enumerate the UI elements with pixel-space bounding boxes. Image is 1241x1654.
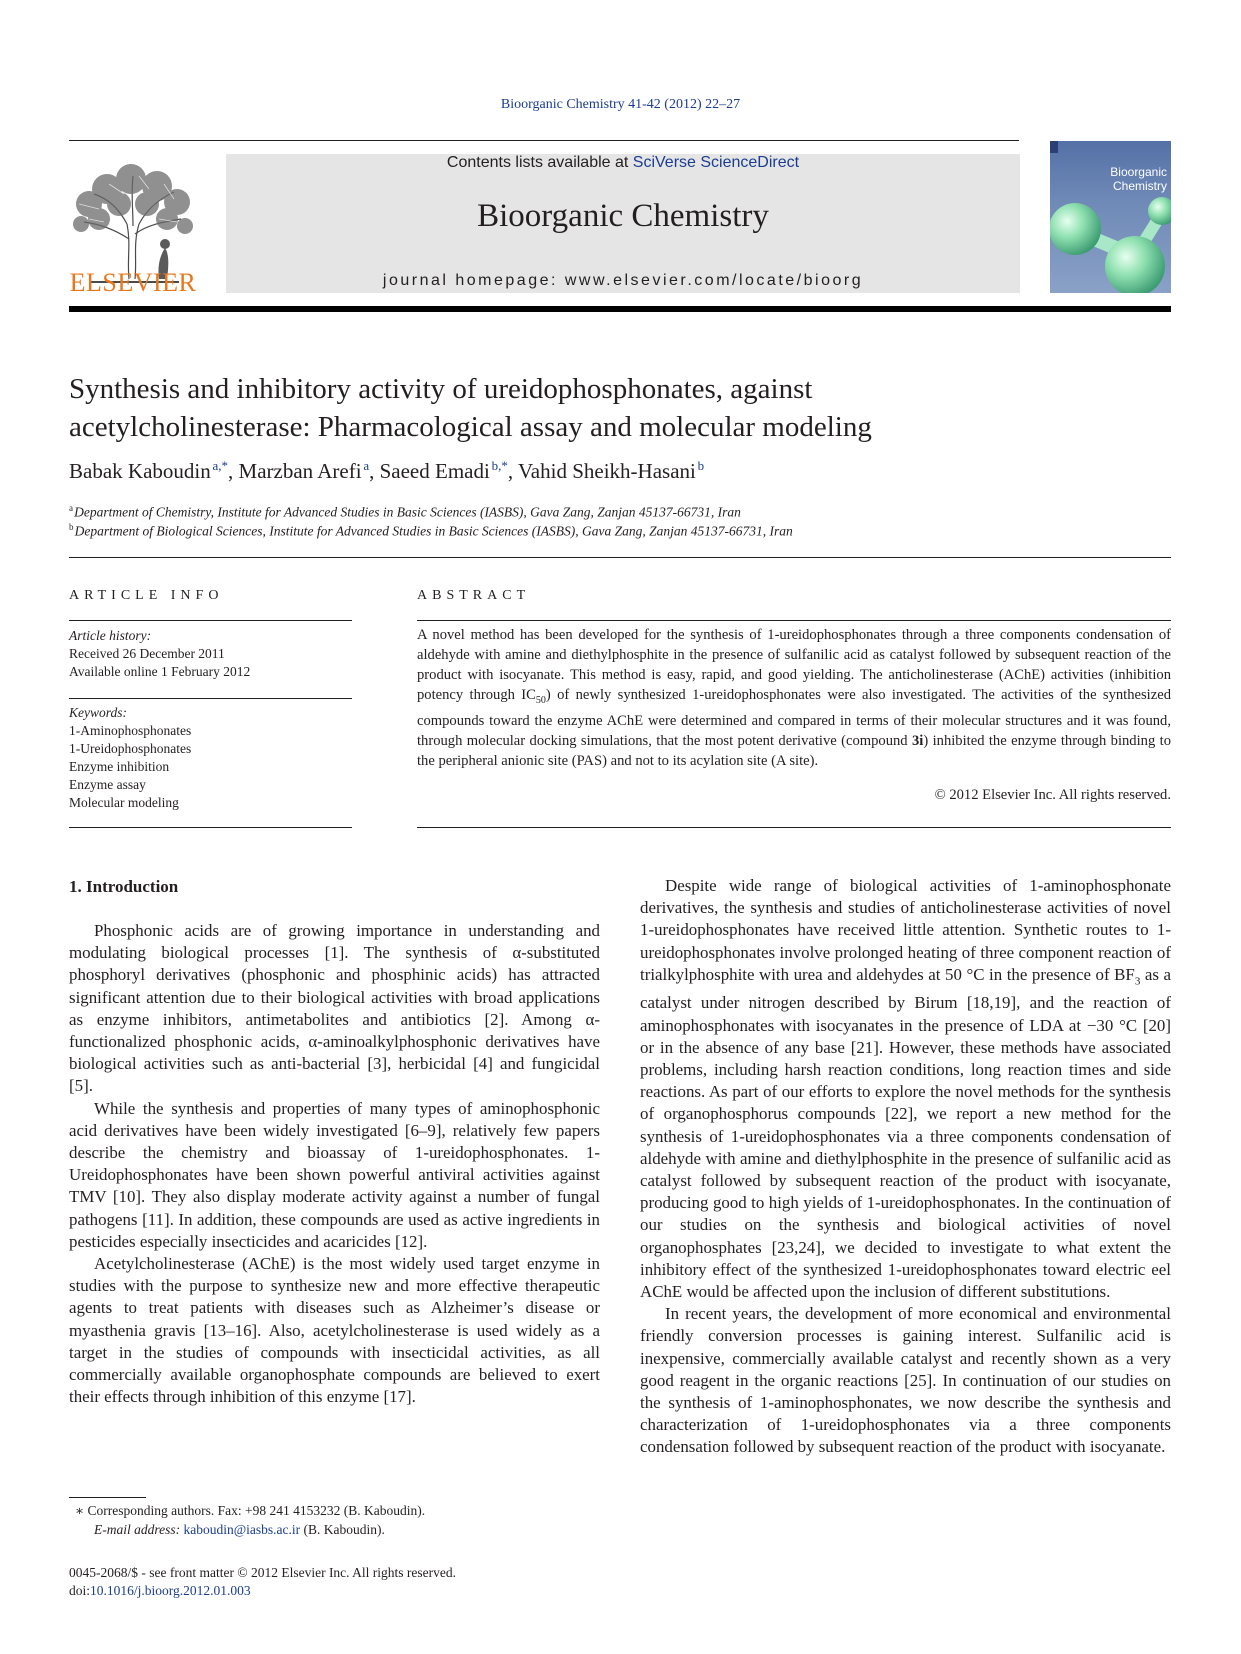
email-note bbox=[94, 1522, 634, 1538]
author-mark[interactable]: b,* bbox=[491, 458, 508, 473]
doi-link[interactable]: 10.1016/j.bioorg.2012.01.003 bbox=[90, 1583, 251, 1598]
keyword: Molecular modeling bbox=[69, 795, 179, 810]
header-thick-rule bbox=[69, 306, 1171, 312]
paragraph: Phosphonic acids are of growing importance in understanding and modulating biological processes [1]. The synthesis of α-substituted phosphoryl derivatives (phosphonic and phosphinic acids) has attracted significant attention due to their biological activities with broad applications as enzyme inhibitors, antimetabolites and antibiotics [2]. Among α-functionalized phosphonic acids, α-aminoalkylphosphonic derivatives have biological activities such as anti-bacterial [3], herbicidal [4] and fungicidal [5]. bbox=[69, 921, 600, 1096]
paragraph: While the synthesis and properties of many types of aminophosphonic acid derivatives have been widely investigated [6–9], relatively few papers describe the chemistry and bioassay of 1-ureidophosphonates. 1-Ureidophosphonates have been shown powerful antiviral activities against TMV [10]. They also display moderate activity against a number of fungal pathogens [11]. In addition, these compounds are used as active ingredients in pesticides especially insecticides and acaricides [12]. bbox=[69, 1098, 600, 1251]
doi-line bbox=[69, 1583, 609, 1599]
affiliation-mark: b bbox=[69, 522, 74, 532]
cover-title bbox=[1055, 165, 1167, 193]
author-mark[interactable]: b bbox=[697, 458, 705, 473]
author-mark[interactable]: a bbox=[363, 458, 370, 473]
subscript: 3 bbox=[1134, 975, 1141, 988]
affiliation-b bbox=[69, 522, 1171, 540]
author bbox=[518, 459, 704, 483]
author-name: Babak Kaboudin bbox=[69, 459, 211, 483]
cover-title-line2: Chemistry bbox=[1112, 179, 1167, 193]
author bbox=[69, 459, 239, 483]
abstract-copyright: © 2012 Elsevier Inc. All rights reserved. bbox=[934, 787, 1171, 803]
paragraph-part: Despite wide range of biological activities of 1-aminophosphonate derivatives, the synthesis and studies of anticholinesterase activities of novel 1-ureidophosphonates have received little attention. Synthetic routes to 1-ureidophosphonates involve prolonged heating of three component reaction of trialkylphosphite with urea and aldehydes at 50 °C in the presence of BF bbox=[640, 876, 1171, 984]
paragraph-part: as a catalyst under nitrogen described by Birum [18,19], and the reaction of aminophosphonates with isocyanates in the presence of LDA at −30 °C [20] or in the absence of any base [21]. However, these methods have associated problems, including harsh reaction conditions, long reaction times and side reactions. As part of our efforts to explore the novel methods for the synthesis of organophosphorus compounds [22], we report a new method for the synthesis of 1-ureidophosphonates via a three components condensation of aldehyde with amine and diethylphosphite in the presence of sulfanilic acid as catalyst followed by subsequent reaction of the product with isocyanate, producing good to high yields of 1-ureidophosphonates. In the continuation of our studies on the synthesis and biological activities of novel organophosphates [23,24], we decided to investigate to what extent the inhibitory effect of the synthesized 1-ureidophosphonates toward electric eel AChE would be affected upon the inclusion of different substitutions. bbox=[640, 964, 1171, 1302]
paragraph: Acetylcholinesterase (AChE) is the most widely used target enzyme in studies with the purpose to synthesize new and more effective therapeutic agents to treat patients with diseases such as Alzheimer’s disease or myasthenia gravis [13–16]. Also, acetylcholinesterase is used widely as a target in the studies of compounds with insecticidal activities, as all commercially available organophosphate compounds are believed to exert their effects through inhibition of this enzyme [17]. bbox=[69, 1254, 600, 1407]
article-info-rule bbox=[69, 620, 352, 621]
abstract-part: ) of newly synthesized 1-ureidophosphonates were also investigated. The activities of the synthesized compounds toward the enzyme AChE were determined and compared in terms of their molecular structures and it was found, through molecular docking simulations, that the most potent derivative (compound bbox=[417, 687, 1171, 749]
footnote-rule bbox=[69, 1497, 146, 1498]
keyword: Enzyme inhibition bbox=[69, 759, 170, 774]
author-sep: , bbox=[228, 459, 239, 483]
journal-cover bbox=[1050, 141, 1171, 293]
keywords-rule bbox=[69, 698, 352, 699]
article-info-bottom-rule bbox=[69, 827, 352, 828]
online-date: Available online 1 February 2012 bbox=[69, 664, 251, 679]
elsevier-wordmark: ELSEVIER bbox=[69, 268, 197, 297]
keywords-block bbox=[69, 704, 352, 812]
affiliation-mark: a bbox=[69, 503, 73, 513]
history-label: Article history: bbox=[69, 628, 152, 643]
issn-line: 0045-2068/$ - see front matter © 2012 Elsevier Inc. All rights reserved. bbox=[69, 1565, 457, 1580]
article-history bbox=[69, 627, 352, 681]
contents-line bbox=[226, 154, 1020, 172]
title-line-1: Synthesis and inhibitory activity of ureidophosphonates, against bbox=[69, 373, 813, 405]
keyword: Enzyme assay bbox=[69, 777, 146, 792]
abstract-part: A novel method has been developed for the synthesis of 1-ureidophosphonates through a three components condensation of aldehyde with amine and diethylphosphite in the presence of sulfanilic acid as catalyst followed by subsequent reaction of the product with isocyanate. This method is easy, rapid, and good yielding. The anticholinesterase (AChE) activities (inhibition potency through IC bbox=[417, 627, 1171, 703]
email-suffix: (B. Kaboudin). bbox=[300, 1522, 385, 1537]
article-title bbox=[69, 370, 1171, 446]
keyword: 1-Ureidophosphonates bbox=[69, 741, 192, 756]
author-sep: , bbox=[369, 459, 380, 483]
author-sep: , bbox=[507, 459, 518, 483]
keywords-label: Keywords: bbox=[69, 705, 127, 720]
contents-prefix: Contents lists available at bbox=[446, 154, 633, 171]
abstract-bottom-rule bbox=[417, 827, 1171, 828]
sciencedirect-link[interactable]: SciVerse ScienceDirect bbox=[632, 154, 800, 171]
author-mark[interactable]: a,* bbox=[212, 458, 229, 473]
molecule-graphic bbox=[1050, 141, 1171, 293]
cover-title-line1: Bioorganic bbox=[1110, 165, 1167, 179]
affiliation-text: Department of Biological Sciences, Institute for Advanced Studies in Basic Sciences (IASBS), Gava Zang, Zanjan 45137-66731, Iran bbox=[74, 523, 793, 539]
title-line-2: acetylcholinesterase: Pharmacological assay and molecular modeling bbox=[69, 411, 872, 443]
author-name: Saeed Emadi bbox=[379, 459, 490, 483]
paragraph: In recent years, the development of more economical and environmental friendly conversion processes is gaining interest. Sulfanilic acid is inexpensive, commercially available catalyst and recently shown as a very good reagent in the organic reactions [25]. In continuation of our studies on the synthesis of 1-aminophosphonates, we now describe the synthesis and characterization of 1-ureidophosphonates via a three components condensation followed by subsequent reaction of the product with isocyanate. bbox=[640, 1304, 1171, 1457]
journal-title: Bioorganic Chemistry bbox=[477, 198, 769, 234]
section-rule bbox=[69, 557, 1171, 558]
paragraph bbox=[640, 875, 1171, 1303]
received-date: Received 26 December 2011 bbox=[69, 646, 225, 661]
keyword: 1-Aminophosphonates bbox=[69, 723, 192, 738]
affiliation-text: Department of Chemistry, Institute for Advanced Studies in Basic Sciences (IASBS), Gava Zang, Zanjan 45137-66731, Iran bbox=[74, 504, 741, 520]
compound-label: 3i bbox=[912, 732, 924, 749]
left-column bbox=[69, 920, 600, 1408]
article-info-heading: ARTICLE INFO bbox=[69, 588, 224, 603]
affiliation-a bbox=[69, 503, 1171, 521]
abstract-subscript: 50 bbox=[535, 694, 546, 706]
author-name: Marzban Arefi bbox=[238, 459, 362, 483]
introduction-heading: 1. Introduction bbox=[69, 877, 179, 896]
abstract-part: ) inhibited the enzyme through binding to the peripheral anionic site (PAS) and not to its acylation site (A site). bbox=[417, 732, 1171, 769]
abstract-heading: ABSTRACT bbox=[417, 588, 531, 603]
doi-label: doi: bbox=[69, 1583, 91, 1598]
author-list bbox=[69, 458, 1171, 484]
journal-citation[interactable]: Bioorganic Chemistry 41-42 (2012) 22–27 bbox=[500, 97, 741, 112]
corresponding-note: ∗ Corresponding authors. Fax: +98 241 4153232 (B. Kaboudin). bbox=[75, 1503, 426, 1518]
email-link[interactable]: kaboudin@iasbs.ac.ir bbox=[183, 1522, 301, 1537]
abstract-rule bbox=[417, 620, 1171, 621]
header-rule bbox=[69, 140, 1019, 141]
abstract-text bbox=[417, 625, 1171, 771]
author-name: Vahid Sheikh-Hasani bbox=[517, 459, 696, 483]
author bbox=[380, 459, 518, 483]
right-column bbox=[640, 875, 1171, 1459]
journal-homepage[interactable]: journal homepage: www.elsevier.com/locate/bioorg bbox=[382, 272, 864, 289]
email-label: E-mail address: bbox=[94, 1522, 184, 1537]
author bbox=[239, 459, 380, 483]
